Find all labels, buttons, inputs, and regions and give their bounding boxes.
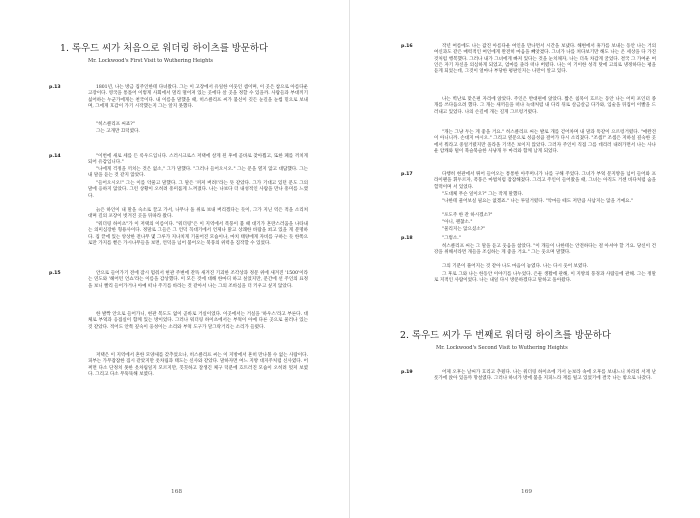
body-paragraph: "워더링 하이츠"가 이 저택의 이름이다. "워더링"은 이 지역에서 폭풍이 불 때 대기가 혼란스러움을 나타내는 의미심장한 형용사이다. 정말로 그들은 그 언덕 꼭대기에서 언제나 맑고 상쾌한 바람을 쐬고 있을 게 분명하다. 집 끝에 있는 앙상한 전나무 몇 그루가 지나치게 기울어진 모습이나, 마치 태양에게 자비를 구하는 듯 한쪽으로만 가지를 뻗은 가시나무들을 보면, 언덕을 넘어 불어오는 북풍의 위력을 짐작할 수 있었다.: [88, 222, 308, 247]
body-paragraph: "이번에 새로 세를 든 록우드입니다. 스러시크로스 저택에 살게 된 후에 곧바로 찾아뵙고, 또한 폐를 끼치게 되어 유감입니다.": [88, 154, 308, 166]
dialogue-line: "히스클리프 씨죠?": [96, 122, 135, 127]
page-number-left: 168: [171, 489, 183, 495]
body-paragraph: 작년 여름에도 나는 값진 아름다운 여인을 만나면서 시간을 보냈다. 해변에서 휴가를 보내는 동안 나는 거의 여신과도 같은 매력적인 여인에게 완전히 마음을 빼앗겼다. 그녀가 나를 쳐다보기만 해도 나는 온 세상을 다 가진 것처럼 행복했다. 그러나 내가 그녀에게 빠져 있다는 것을 눈치채자, 나는 더욱 차갑게 굴었다. 결국 그 가여운 여인은 자기 자신을 의심하게 되었고, 엄마를 졸라 떠나 버렸다. 나는 이 기이한 성격 탓에 고의로 냉정하다는 평을 듣게 되었는데, 그것이 얼마나 부당한 평판인지는 나만이 알고 있다.: [434, 44, 656, 75]
dialogue-line: "아니, 괜찮소.": [442, 220, 473, 225]
body-paragraph: 그의 기분이 풀어지는 것 같아 나도 마음이 놓였다. 나는 다시 웃어 보였다.: [442, 264, 589, 269]
page-marker: p.16: [401, 44, 413, 49]
body-paragraph: 안으로 들어가기 전에 잠시 멈춰서 현관 주변에 잔뜩 새겨진 기괴한 조각상과 정문 위에 새겨진 '1500'이라는 연도와 '헤어턴 언쇼'라는 이름을 감상했다. 이 모든 것에 대해 한마디 하고 싶었지만, 문간에 선 주인의 표정을 보니 빨리 들어가거나 아예 떠나 주기를 바라는 것 같아서 나는 그의 조바심을 더 키우고 싶지 않았다.: [88, 271, 308, 289]
page-marker: p.18: [401, 236, 413, 241]
body-paragraph: 그 후로 그와 나는 한동안 이야기를 나누었다. 은둔 생활에 관해, 이 지방의 풍경과 사람들에 관해. 그는 정말로 지적인 사람이었다. 나는 내일 다시 방문하겠다고 말하고 돌아왔다.: [434, 272, 656, 284]
page-marker: p.14: [49, 154, 61, 159]
body-paragraph: 다행히 현관에서 뛰어 들어오는 통통한 아주머니가 나를 구해 주었다. 그녀가 부엌 문지방을 넘어 들어와 프라이팬을 휘두르자, 폭풍은 마법처럼 잠잠해졌다. 그리고 주인이 들어왔을 때, 그녀는 아직도 거센 바다처럼 숨을 헐떡이며 서 있었다.: [434, 172, 656, 190]
right-page: [350, 0, 700, 518]
body-paragraph: 저택은 이 지역에서 흔한 모양새를 갖추었으나, 히스클리프 씨는 이 지방에서 흔히 만나볼 수 없는 사람이다. 피부는 가무잡잡한 집시 같았지만 옷차림과 태도는 신사와 같았다. 말하자면 여느 지방 대지주처럼 신사였다. 어쩌면 다소 단정치 못한 옷차림일지 모르지만, 꼿꼿하고 잘생긴 체구 덕분에 흐트러진 모습이 오히려 멋져 보였다. 그리고 다소 무뚝뚝해 보였다.: [88, 353, 308, 378]
dialogue-line: "포도주 한 잔 하시겠소?": [442, 213, 493, 218]
body-paragraph: 그는 고개만 끄덕였다.: [96, 129, 140, 134]
body-paragraph: "나에게 걱정을 끼치는 것은 없소," 그가 말했다. "그러나 들어오시오." 그는 문을 열지 않고 대답했다. 그는 내 말을 듣는 것 같지 않았다.: [88, 167, 308, 179]
body-paragraph: 한 발짝 안으로 들어가니, 현관 복도도 없이 곧바로 거실이었다. 이곳에서는 거실을 '하우스'라고 부른다. 대체로 부엌과 응접실이 함께 있는 방이었다. 그러나 워더링 하이츠에서는 부엌이 아예 다른 곳으로 물러나 있는 것 같았다. 적어도 안쪽 깊숙이 웅성이는 소리와 부엌 도구가 달그락거리는 소리가 들렸다.: [88, 312, 308, 330]
chapter-subtitle: Mr. Lockwood's Second Visit to Wuthering Heights: [436, 345, 568, 351]
dialogue-line: "도대체 무슨 일이오?" 그는 작게 말했다.: [442, 192, 524, 197]
chapter-subtitle: Mr. Lockwood's First Visit to Wuthering Heights: [88, 58, 214, 64]
body-paragraph: 늙은 하인이 내 말을 숙소로 끌고 가서, 나무나 돌 위로 보내 버리겠다는 듯이, 그가 지닌 역은 적을 소리쳐 대며 길의 포장이 벗겨진 곳을 뒤따라 왔다.: [88, 208, 308, 220]
page-marker: p.19: [401, 370, 413, 375]
chapter-title: 2. 록우드 씨가 두 번째로 워더링 하이츠를 방문하다: [400, 330, 611, 341]
dialogue-line: "물리지는 않으셨소?": [442, 227, 486, 232]
body-paragraph: 히스클리프 씨는 그 말을 듣고 웃음을 참았다. "이 개들이 나한테는 안전하다는 걸 아셔야 할 거요. 당신이 건강을 위해서라면 개들을 조심하는 게 좋을 거요." 그는 웃으며 말했다.: [434, 244, 656, 256]
chapter-title: 1. 록우드 씨가 처음으로 워더링 하이츠를 방문하다: [60, 43, 268, 54]
dialogue-line: "나한테 물어보실 필요는 없겠죠." 나는 투덜거렸다. "악마들 떼도 저만큼 사납지는 않을 거예요.": [442, 199, 634, 204]
dialogue-line: "그렇소.": [442, 236, 461, 241]
body-paragraph: "들어오시오!" 그는 이를 악물고 말했다. 그 말은 '꺼져 버려!'라는 뜻 같았다. 그가 기대고 있던 문도 그의 말에 응하지 않았다. 그런 상황이 오히려 흥미롭게 느껴졌다. 나는 나보다 더 내성적인 사람을 만나 흥미를 느꼈다.: [88, 181, 308, 199]
page-marker: p.13: [49, 85, 61, 90]
page-number-right: 169: [521, 489, 533, 495]
page-marker: p.17: [401, 172, 413, 177]
body-paragraph: 나는 벽난로 맞은편 자리에 앉았다. 주인은 반대편에 앉았다. 짧은 침묵이 흐르는 동안 나는 어미 포인터 종 개를 쓰다듬으려 했다. 그 개는 새끼들을 떠나 늑대처럼 내 다리 뒤로 살금살금 다가와, 입술을 뒤집어 이빨을 드러내고 있었다. 나의 손길에 개는 길게 그르렁거렸다.: [434, 97, 656, 115]
body-paragraph: 어제 오후는 날씨가 흐리고 추웠다. 나는 워더링 하이츠에 가서 눈보라 속에 오후를 보내느니 차라리 서재 난롯가에 앉아 있을까 망설였다. 그러나 하녀가 방에 불을 지피느라 재를 털고 있었기에 결국 나는 밖으로 나갔다.: [434, 370, 656, 382]
body-paragraph: "개는 그냥 두는 게 좋을 거요." 히스클리프 씨는 발로 개를 걷어차며 내 말과 똑같이 으르렁거렸다. "애완견이 아니니까. 손대지 마시오." 그리고 옆문으로 성큼성큼 걸어가 다시 소리쳤다. "조셉!" 조셉은 지하실 깊숙한 곳에서 뭐라고 중얼거렸지만 올라올 기색은 보이지 않았다. 그러자 주인이 직접 그를 데리러 내려가면서 나는 사나운 암캐와 털이 북슬북슬한 사냥개 두 마리와 함께 남게 되었다.: [434, 130, 656, 155]
body-paragraph: 1801년, 나는 방금 집주인한테 다녀왔다. 그는 이 고장에서 유일한 이웃인 셈이며, 이 곳은 참으로 아름다운 고장이다. 영국을 통틀어 이렇게 사회에서 멀리 떨어져 있는 곳에다 살 곳을 정할 수 있을까. 사람들과 부대끼기 싫어하는 누군가에게는 천국이다. 내 이름을 말했을 때, 히스클리프 씨가 불신이 깃든 눈길을 눈썹 밑으로 보내며, 그에게 호감이 가기 시작했는지 그는 알지 못했다.: [88, 85, 308, 110]
page-marker: p.15: [49, 271, 61, 276]
